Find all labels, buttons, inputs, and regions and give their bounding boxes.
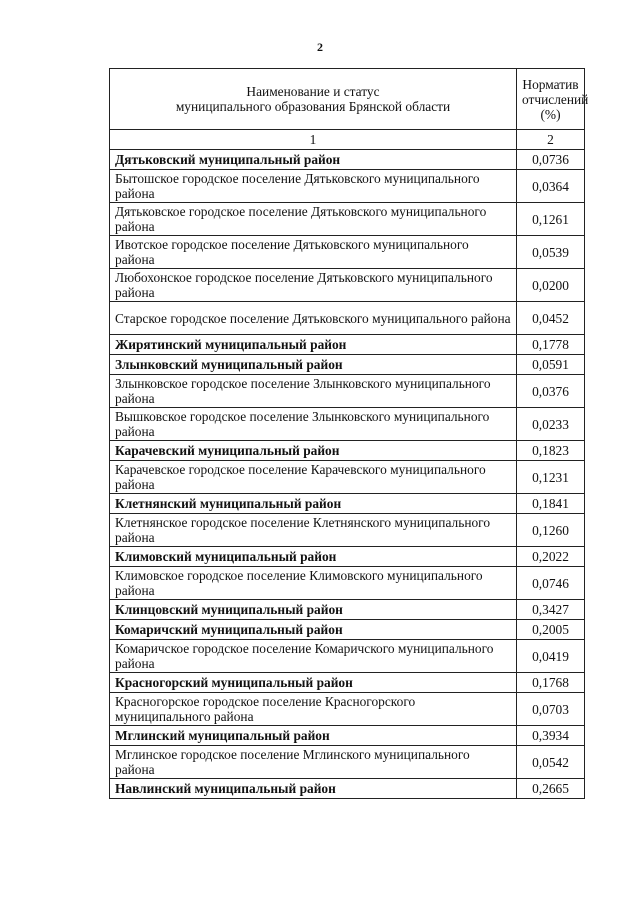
allocation-rate-cell: 0,1841 (517, 494, 585, 514)
municipality-name-cell: Злынковское городское поселение Злынковского муниципального района (110, 375, 517, 408)
table-row (110, 746, 585, 779)
column-number-row (110, 130, 585, 150)
allocation-rate-cell: 0,1778 (517, 335, 585, 355)
header-name-line1: Наименование и статус (246, 84, 380, 99)
allocation-rate-cell: 0,1261 (517, 203, 585, 236)
table-row (110, 693, 585, 726)
column-number-2: 2 (517, 130, 585, 150)
municipality-name-cell: Дятьковское городское поселение Дятьковского муниципального района (110, 203, 517, 236)
allocation-rate-cell: 0,0736 (517, 150, 585, 170)
municipality-name-cell: Жирятинский муниципальный район (110, 335, 517, 355)
table-row (110, 203, 585, 236)
table-row (110, 335, 585, 355)
municipality-name-cell: Мглинское городское поселение Мглинского муниципального района (110, 746, 517, 779)
header-name-line2: муниципального образования Брянской области (175, 99, 451, 114)
allocation-rate-cell: 0,2665 (517, 779, 585, 799)
municipality-name-cell: Карачевский муниципальный район (110, 441, 517, 461)
municipality-name-cell: Карачевское городское поселение Карачевского муниципального района (110, 461, 517, 494)
allocation-rate-cell: 0,1823 (517, 441, 585, 461)
header-value-cell (517, 69, 589, 130)
municipality-name-cell: Красногорское городское поселение Красногорского муниципального района (110, 693, 517, 726)
table-row (110, 441, 585, 461)
header-value-line1: Норматив (522, 76, 579, 92)
table-row (110, 494, 585, 514)
municipality-name-cell: Дятьковский муниципальный район (110, 150, 517, 170)
allocation-rate-cell: 0,1231 (517, 461, 585, 494)
column-number-1: 1 (110, 130, 517, 150)
municipality-name-cell: Злынковский муниципальный район (110, 355, 517, 375)
allocation-rate-cell: 0,0591 (517, 355, 585, 375)
table-row (110, 514, 585, 547)
allocation-table (109, 68, 589, 799)
allocation-rate-cell: 0,0376 (517, 375, 585, 408)
allocation-rate-cell: 0,0200 (517, 269, 585, 302)
table-row (110, 567, 585, 600)
municipality-name-cell: Клетнянский муниципальный район (110, 494, 517, 514)
table-row (110, 170, 585, 203)
table-row (110, 355, 585, 375)
municipality-name-cell: Мглинский муниципальный район (110, 726, 517, 746)
table-row (110, 726, 585, 746)
municipality-name-cell: Ивотское городское поселение Дятьковского муниципального района (110, 236, 517, 269)
allocation-rate-cell: 0,0452 (517, 302, 585, 335)
page-number: 2 (317, 40, 323, 54)
allocation-rate-cell: 0,1260 (517, 514, 585, 547)
header-name-cell (110, 69, 517, 130)
table-body (110, 150, 585, 799)
municipality-name-cell: Клинцовский муниципальный район (110, 600, 517, 620)
allocation-rate-cell: 0,0542 (517, 746, 585, 779)
allocation-rate-cell: 0,2022 (517, 547, 585, 567)
allocation-rate-cell: 0,0419 (517, 640, 585, 673)
table-row (110, 408, 585, 441)
table-row (110, 150, 585, 170)
allocation-rate-cell: 0,0233 (517, 408, 585, 441)
municipality-name-cell: Клетнянское городское поселение Клетнянского муниципального района (110, 514, 517, 547)
municipality-name-cell: Красногорский муниципальный район (110, 673, 517, 693)
municipality-name-cell: Любохонское городское поселение Дятьковского муниципального района (110, 269, 517, 302)
table-row (110, 779, 585, 799)
municipality-name-cell: Вышковское городское поселение Злынковского муниципального района (110, 408, 517, 441)
allocation-rate-cell: 0,3427 (517, 600, 585, 620)
table-row (110, 600, 585, 620)
allocation-rate-cell: 0,2005 (517, 620, 585, 640)
table-row (110, 236, 585, 269)
municipality-name-cell: Навлинский муниципальный район (110, 779, 517, 799)
municipality-name-cell: Комаричский муниципальный район (110, 620, 517, 640)
table-row (110, 375, 585, 408)
table-row (110, 269, 585, 302)
allocation-rate-cell: 0,0539 (517, 236, 585, 269)
header-value-line2: отчислений (522, 91, 589, 107)
municipality-name-cell: Климовский муниципальный район (110, 547, 517, 567)
table-row (110, 673, 585, 693)
allocation-rate-cell: 0,3934 (517, 726, 585, 746)
municipality-name-cell: Старское городское поселение Дятьковского муниципального района (110, 302, 517, 335)
table-row (110, 620, 585, 640)
allocation-rate-cell: 0,1768 (517, 673, 585, 693)
municipality-name-cell: Климовское городское поселение Климовского муниципального района (110, 567, 517, 600)
table-row (110, 547, 585, 567)
allocation-rate-cell: 0,0703 (517, 693, 585, 726)
municipality-name-cell: Бытошское городское поселение Дятьковского муниципального района (110, 170, 517, 203)
municipality-name-cell: Комаричское городское поселение Комаричского муниципального района (110, 640, 517, 673)
table-row (110, 461, 585, 494)
allocation-rate-cell: 0,0746 (517, 567, 585, 600)
table-row (110, 640, 585, 673)
header-value-line3: (%) (540, 106, 561, 122)
table-row (110, 302, 585, 335)
table-header-row (110, 69, 585, 130)
allocation-rate-cell: 0,0364 (517, 170, 585, 203)
